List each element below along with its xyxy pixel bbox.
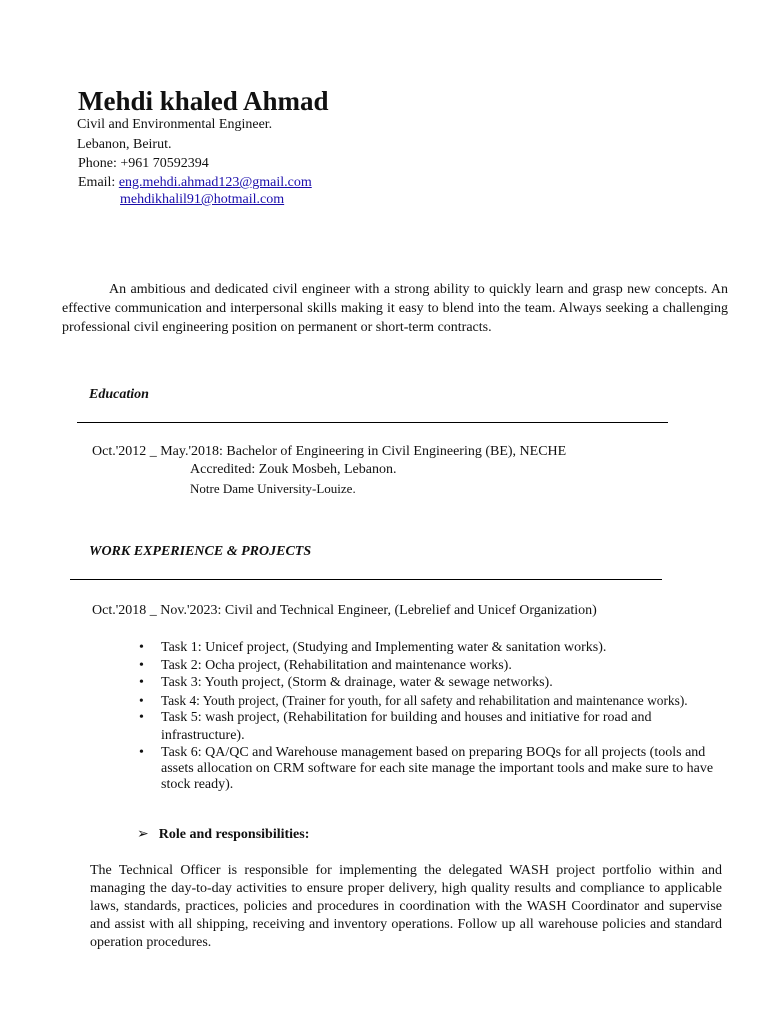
summary-paragraph <box>62 280 728 337</box>
work-entry <box>92 603 597 619</box>
list-item <box>136 709 736 744</box>
bullet-icon: • <box>139 657 144 673</box>
work-position: : Civil and Technical Engineer, (Lebrelief and Unicef Organization) <box>217 603 597 618</box>
list-item <box>136 639 736 657</box>
bullet-icon: • <box>139 640 144 655</box>
bullet-icon: • <box>139 675 144 690</box>
role-paragraph: The Technical Officer is responsible for implementing the delegated WASH project portfolio within and managing the day-to-day activities to ensure proper delivery, high quality results and compliance to applicable laws, standards, practices, policies and procedures in coordination with the WASH Coordinator and supervise and assist with all shipping, receiving and inventory operations. Follow up all warehouse policies and standard operation procedures. <box>90 863 722 950</box>
task-text: Task 4: Youth project, (Trainer for youth, for all safety and rehabilitation and maintenance works). <box>161 692 688 708</box>
work-divider <box>70 579 662 580</box>
list-item <box>136 745 736 793</box>
education-accredited: Accredited: Zouk Mosbeh, Lebanon. <box>190 462 397 477</box>
role-heading-text: Role and responsibilities: <box>158 827 310 842</box>
arrow-bullet-icon: ➢ <box>137 827 149 842</box>
task-text: Task 6: QA/QC and Warehouse management based on preparing BOQs for all projects (tools and assets allocation on CRM software for each site manage the important tools and make sure to have stock ready). <box>161 745 714 792</box>
education-divider <box>77 422 668 423</box>
email-label: Email: <box>78 175 119 190</box>
list-item <box>136 692 736 710</box>
role-heading <box>137 826 309 843</box>
email-link-1[interactable]: eng.mehdi.ahmad123@gmail.com <box>118 175 312 190</box>
bullet-icon: • <box>139 692 144 708</box>
task-text: Task 2: Ocha project, (Rehabilitation and maintenance works). <box>161 657 512 673</box>
task-text: Task 1: Unicef project, (Studying and Implementing water & sanitation works). <box>161 640 607 655</box>
phone: Phone: +961 70592394 <box>78 156 209 171</box>
task-list <box>136 639 736 793</box>
bullet-icon: • <box>139 745 144 760</box>
location: Lebanon, Beirut. <box>77 137 172 152</box>
bullet-icon: • <box>139 710 144 725</box>
task-text: Task 3: Youth project, (Storm & drainage, water & sewage networks). <box>161 675 553 690</box>
education-degree: : Bachelor of Engineering in Civil Engineering (BE), NECHE <box>219 444 567 459</box>
email-link-2[interactable]: mehdikhalil91@hotmail.com <box>120 192 285 207</box>
education-university: Notre Dame University-Louize. <box>190 481 356 496</box>
email-row <box>78 175 312 191</box>
list-item <box>136 657 736 675</box>
job-title: Civil and Environmental Engineer. <box>77 117 273 132</box>
summary-text: An ambitious and dedicated civil engineer with a strong ability to quickly learn and grasp new concepts. An effective communication and interpersonal skills making it easy to blend into the team. Always seeking a challenging professional civil engineering position on permanent or short-term contracts. <box>62 282 728 335</box>
work-heading: WORK EXPERIENCE & PROJECTS <box>89 544 312 559</box>
task-text: Task 5: wash project, (Rehabilitation for building and houses and initiative for road and infrastructure). <box>161 710 652 743</box>
education-heading: Education <box>89 387 149 402</box>
work-dates: Oct.'2018 _ Nov.'2023 <box>92 603 218 618</box>
email-row-2 <box>120 192 284 208</box>
education-dates: Oct.'2012 _ May.'2018 <box>92 444 220 459</box>
list-item <box>136 674 736 692</box>
education-entry <box>92 444 566 460</box>
candidate-name: Mehdi khaled Ahmad <box>78 86 329 116</box>
